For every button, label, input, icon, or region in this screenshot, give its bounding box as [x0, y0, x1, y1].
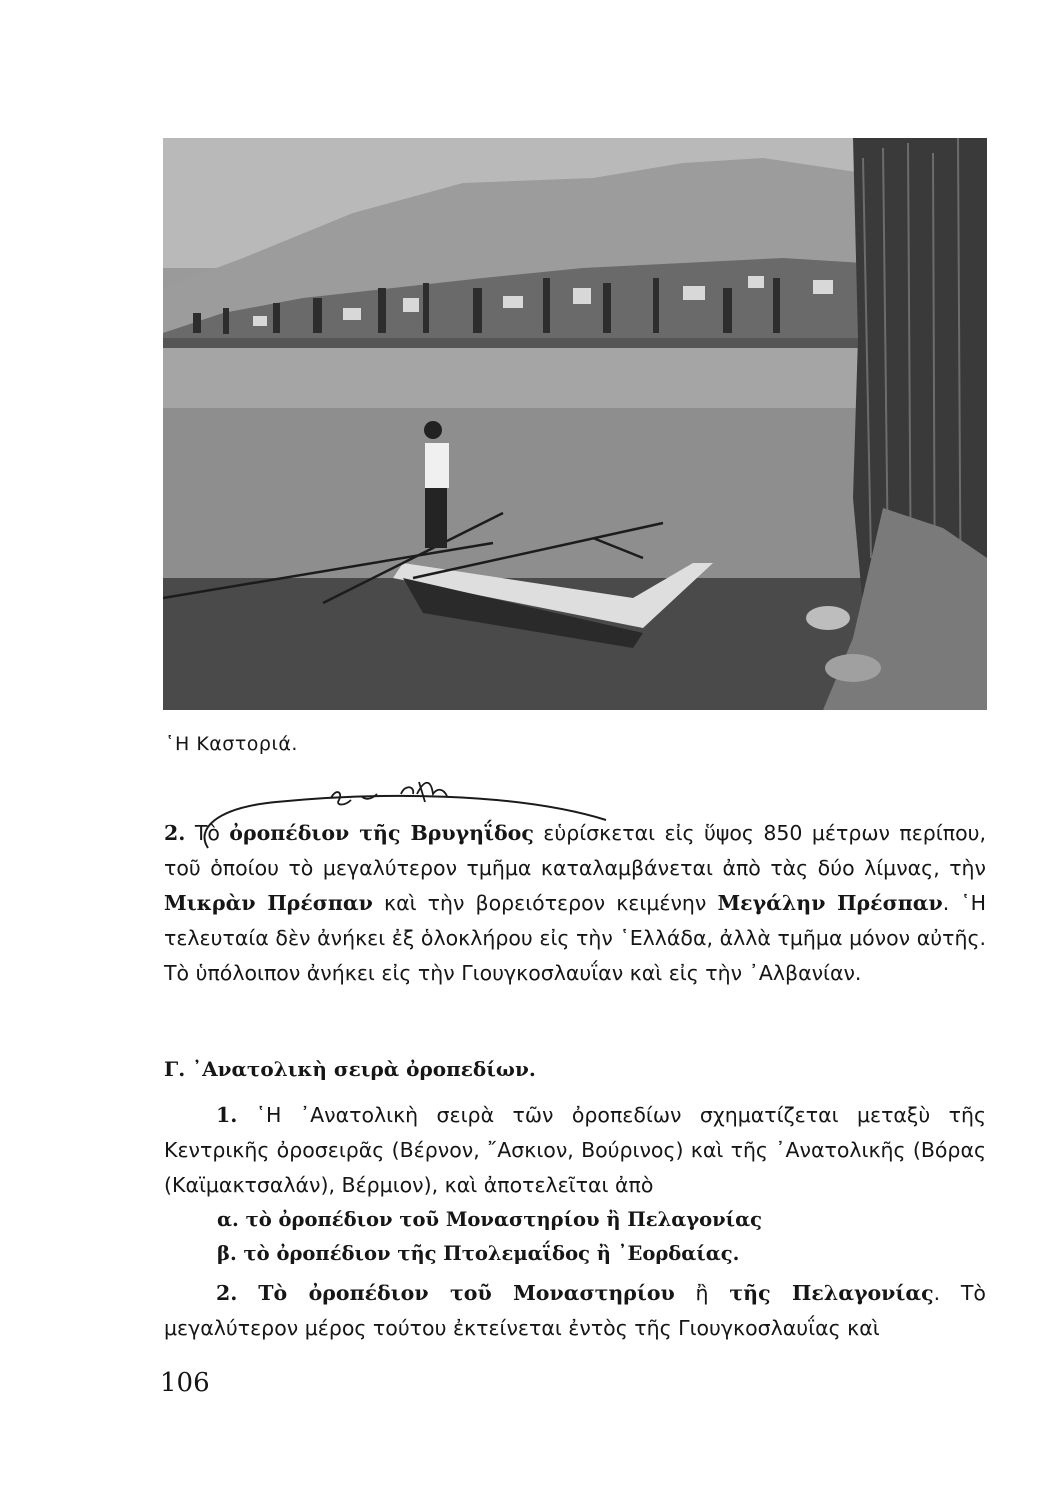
paragraph-eastern-series: 1. ῾Η ᾿Ανατολικὴ σειρὰ τῶν ὀροπεδίων σχηματίζεται μεταξὺ τῆς Κεντρικῆς ὀροσειρᾶς (Βέρνον, ῎Ασκιον, Βούρινος) καὶ τῆς ᾿Ανατολικῆς (Βόρας (Καϊμακτσαλάν), Βέρμιον), καὶ ἀποτελεῖται ἀπὸ: [164, 1103, 986, 1197]
paragraph-number: 2.: [216, 1281, 238, 1305]
paragraph-monastir-plateau: 2. Τὸ ὀροπέδιον τοῦ Μοναστηρίου ἢ τῆς Πελαγονίας. Τὸ μεγαλύτερον μέρος τούτου ἐκτείνεται ἐντὸς τῆς Γιουγκοσλαυΐας καὶ: [164, 1281, 986, 1340]
kastoria-photo-drawing: [163, 138, 987, 710]
list-item: β. τὸ ὀροπέδιον τῆς Πτολεμαΐδος ἢ ᾿Εορδαίας.: [217, 1242, 740, 1265]
term-mikra-prespa: Μικρὰν Πρέσπαν: [164, 891, 373, 915]
kastoria-photo: [163, 138, 987, 710]
term-megali-prespa: Μεγάλην Πρέσπαν: [717, 891, 943, 915]
list-item: α. τὸ ὀροπέδιον τοῦ Μοναστηρίου ἢ Πελαγονίας: [217, 1208, 762, 1231]
paragraph-number: 2.: [164, 821, 186, 845]
paragraph-number: 1.: [216, 1103, 238, 1127]
term-brygeis: ὀροπέδιον τῆς Βρυγηΐδος: [229, 821, 534, 845]
section-heading-eastern-plateaus: Γ. ᾿Ανατολικὴ σειρὰ ὀροπεδίων.: [164, 1057, 536, 1081]
term-pelagonia: τῆς Πελαγονίας: [729, 1281, 934, 1305]
page-number: 106: [160, 1368, 210, 1398]
paragraph-brygeis-plateau: 2. Τὸ ὀροπέδιον τῆς Βρυγηΐδος εὑρίσκεται εἰς ὕψος 850 μέτρων περίπου, τοῦ ὁποίου τὸ μεγαλύτερον τμῆμα καταλαμβάνεται ἀπὸ τὰς δύο λίμνας, τὴν Μικρὰν Πρέσπαν καὶ τὴν βορειότερον κειμένην Μεγάλην Πρέσπαν. ῾Η τελευταία δὲν ἀνήκει ἐξ ὁλοκλήρου εἰς τὴν ῾Ελλάδα, ἀλλὰ τμῆμα μόνον αὐτῆς. Τὸ ὑπόλοιπον ἀνήκει εἰς τὴν Γιουγκοσλαυΐαν καὶ εἰς τὴν ᾿Αλβανίαν.: [164, 821, 986, 985]
term-monastiri: Τὸ ὀροπέδιον τοῦ Μοναστηρίου: [258, 1281, 675, 1305]
photo-caption: ῾Η Καστοριά.: [165, 733, 298, 755]
